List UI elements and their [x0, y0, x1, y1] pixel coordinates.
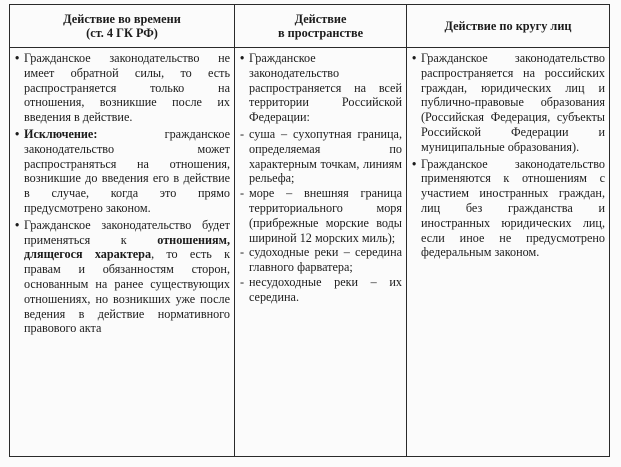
bullet-icon: • — [15, 51, 20, 65]
bullet-icon: • — [412, 156, 417, 171]
header-persons — [407, 5, 610, 48]
dash-icon: - — [240, 186, 245, 201]
space-intro — [240, 51, 402, 125]
cell-space — [235, 48, 407, 457]
header-space-line1: Действие — [294, 12, 347, 26]
time-item-3-text-b: , то есть к правам и обязанностям сторон, основанным на ранее существующих отношениях, но возникших уже после ведения в действие нормативного правового акта — [24, 247, 231, 336]
header-space-line2: в пространстве — [277, 26, 364, 40]
bullet-icon: • — [15, 217, 20, 232]
persons-item-2 — [412, 157, 605, 261]
time-item-1-text: Гражданское законодательство не имеет обратной силы, то есть распространяется только на отношения, возникшие после их введения в действие. — [24, 51, 230, 125]
content-row — [10, 48, 610, 457]
time-item-3 — [15, 218, 230, 336]
header-row — [10, 5, 610, 48]
persons-item-2-text: Гражданское законодательство применяются к отношениям с участием иностранных граждан, лиц без гражданства и иностранных юридических лиц, если иное не предусмотрено федеральным законом. — [421, 156, 605, 260]
space-item-2-text: море – внешняя граница территориального моря (прибрежные морские воды шириной 12 морских миль); — [249, 186, 402, 245]
bullet-icon: • — [240, 51, 245, 65]
time-item-3-bold: отношениям, длящегося характера — [24, 232, 230, 262]
persons-item-1-text: Гражданское законодательство распространяется на российских граждан, юридических лиц и публично-правовые образования (Российская Федерация, субъекты Российской Федерации и муниципальные образования). — [421, 51, 605, 154]
header-time — [10, 5, 235, 48]
header-time-line2: (ст. 4 ГК РФ) — [86, 26, 158, 40]
space-intro-text: Гражданское законодательство распространяется на всей территории Российской Федерации: — [249, 51, 402, 125]
dash-icon: - — [240, 245, 245, 260]
time-item-2 — [15, 127, 230, 216]
cell-persons — [407, 48, 610, 457]
bullet-icon: • — [15, 126, 20, 141]
time-item-2-text: гражданское законодательство может распространяться на отношения, возникшие до введения его в действие в случае, когда это прямо предусмотрено законом. — [24, 126, 230, 215]
comparison-table — [9, 4, 610, 457]
dash-icon: - — [240, 126, 245, 141]
header-space — [235, 5, 407, 48]
space-item-3 — [240, 245, 402, 275]
header-time-line1: Действие во времени — [63, 12, 181, 26]
cell-time — [10, 48, 235, 457]
space-item-3-text: судоходные реки – середина главного фарватера; — [249, 245, 402, 275]
time-item-3-text-a: Гражданское законодательство будет применяться к — [24, 217, 230, 247]
time-item-2-bold: Исключение: — [24, 126, 98, 141]
space-item-1 — [240, 127, 402, 186]
persons-item-1 — [412, 51, 605, 155]
header-persons-line1: Действие по кругу лиц — [444, 19, 572, 33]
space-item-1-text: суша – сухопутная граница, определяемая по характерным точкам, линиям рельефа; — [249, 126, 402, 186]
space-item-2 — [240, 186, 402, 245]
space-item-4 — [240, 275, 402, 305]
time-item-1 — [15, 51, 230, 125]
bullet-icon: • — [412, 51, 417, 65]
dash-icon: - — [240, 274, 245, 289]
space-item-4-text: несудоходные реки – их середина. — [249, 274, 402, 304]
